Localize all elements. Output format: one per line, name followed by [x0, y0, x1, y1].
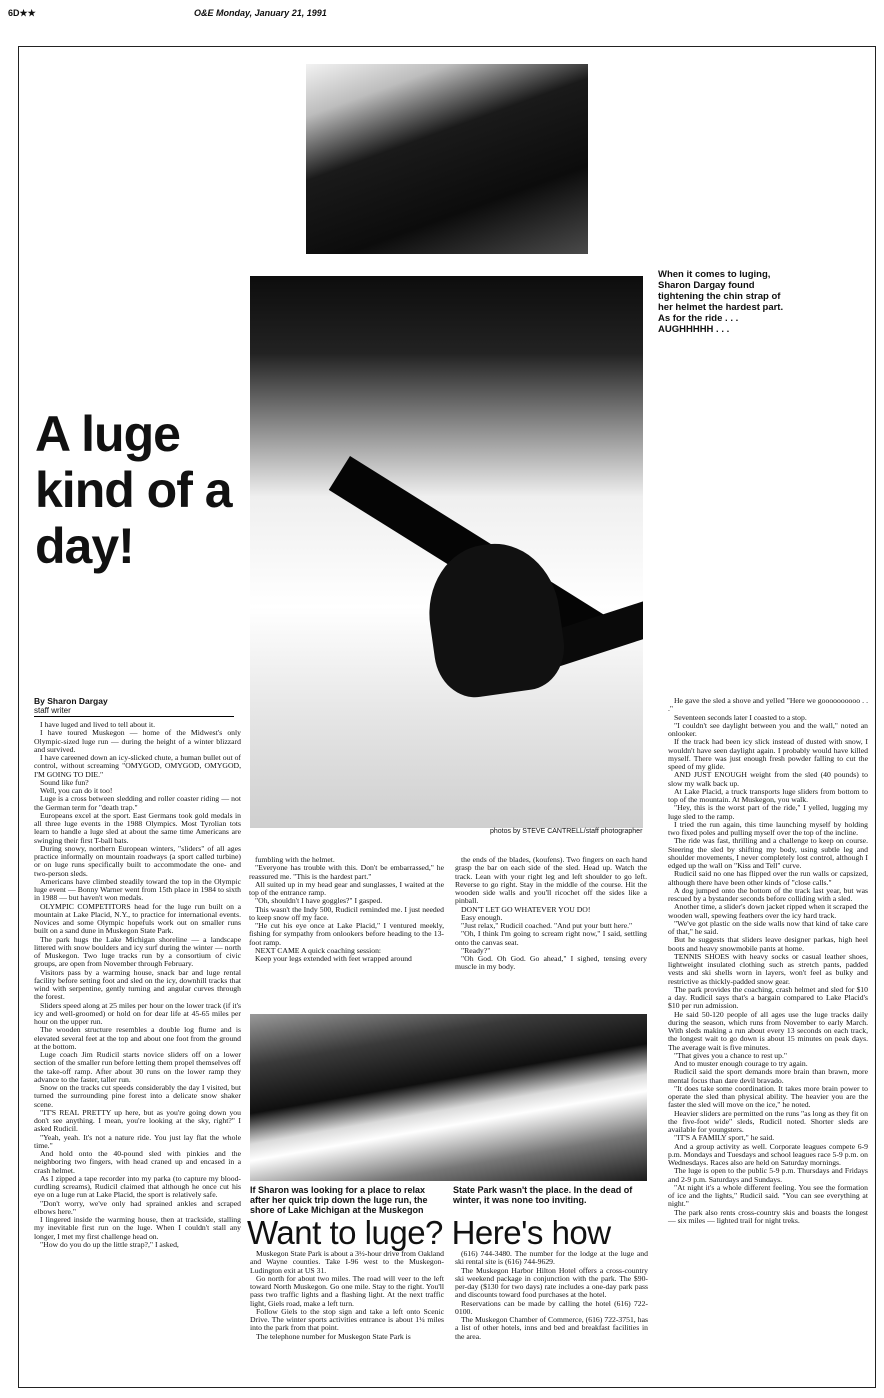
paragraph: All suited up in my head gear and sunglasses, I waited at the top of the entrance ramp.: [249, 879, 444, 897]
paragraph: Snow on the tracks cut speeds considerably the day I visited, but turned the surrounding pine forest into a delicate snow shaker scene.: [34, 1083, 241, 1109]
paragraph: Sound like fun?: [40, 777, 89, 787]
paragraph: The park hugs the Lake Michigan shoreline — a landscape littered with snow boulders and icy surf during the winter — north of Muskegon. Two luge tracks run by a consortium of civic groups, are open from November through February.: [34, 934, 241, 969]
article-column-1: [34, 721, 241, 1249]
paragraph: "Everyone has trouble with this. Don't be embarrassed," he reassured me. "This is the hardest part.": [249, 863, 444, 881]
paragraph: "Yeah, yeah. It's not a nature ride. You just lay flat the whole time.": [34, 1132, 241, 1150]
paragraph: The luge is open to the public 5-9 p.m. Thursdays and Fridays and 2-9 p.m. Saturdays and Sundays.: [668, 1166, 868, 1184]
paragraph: "Hey, this is the worst part of the ride," I yelled, lugging my luge sled to the ramp.: [668, 803, 868, 821]
paragraph: "It does take some coordination. It takes more brain power to operate the sled than physical ability. The heavier you are the faster the sled will move on the ice," he noted.: [668, 1083, 868, 1110]
paragraph: "Just relax," Rudicil coached. "And put your butt here.": [461, 921, 633, 930]
byline: [34, 697, 108, 715]
paragraph: fumbling with the helmet.: [255, 855, 335, 864]
paragraph: If the track had been icy slick instead of dusted with snow, I wouldn't have seen daylight again. I probably would have killed myself. There was just enough fresh powder falling to cut the speed of my glide.: [668, 737, 868, 771]
paragraph: "He cut his eye once at Lake Placid," I ventured meekly, fishing for sympathy from onlookers before heading to the 13-foot ramp.: [249, 921, 444, 947]
lake-caption-right: State Park wasn't the place. In the dead of winter, it was none too inviting.: [453, 1185, 633, 1205]
paragraph: I have careened down an icy-slicked chute, a human bullet out of control, without screaming "OMYGOD, OMYGOD, OMYGOD, I'M GOING TO DIE.": [34, 753, 241, 779]
paragraph: Easy enough.: [461, 912, 503, 922]
paragraph: Go north for about two miles. The road will veer to the left toward North Muskegon. Go one mile. Stay to the right. You'll pass two traffic lights and a flashing light. At the next traffic light, Giels road, make a left turn.: [250, 1273, 444, 1308]
paragraph: "At night it's a whole different feeling. You see the formation of ice and the lights," Rudicil said. "You can see everything at night.": [668, 1182, 868, 1209]
paragraph: Americans have climbed steadily toward the top in the Olympic luge event — Bonny Warner went from 15th place in 1984 to sixth in 1988 — but haven't won medals.: [34, 876, 241, 903]
paragraph: The wooden structure resembles a double log flume and is elevated several feet at the top and about one foot from the ground at the bottom.: [34, 1025, 241, 1051]
paragraph: This wasn't the Indy 500, Rudicil reminded me. I just needed to keep snow off my face.: [249, 904, 444, 922]
paragraph: He gave the sled a shove and yelled "Here we goooooooooo . . .": [668, 696, 868, 714]
paragraph: Rudicil said no one has flipped over the run walls or capsized, although there have been other kinds of "close calls.": [668, 869, 868, 887]
paragraph: "That gives you a chance to rest up.": [674, 1050, 788, 1060]
paragraph: NEXT CAME A quick coaching session:: [255, 945, 382, 955]
paragraph: "Oh, shouldn't I have goggles?" I gasped.: [255, 896, 383, 906]
paragraph: Muskegon State Park is about a 3½-hour drive from Oakland and Wayne counties. Take I-96 west to the Muskegon-Ludington exit at US 31.: [250, 1249, 444, 1275]
paragraph: The telephone number for Muskegon State Park is: [256, 1331, 411, 1341]
paragraph: DON'T LET GO WHATEVER YOU DO!: [461, 904, 591, 914]
paragraph: "Don't worry, we've only had sprained ankles and scraped elbows here.": [34, 1198, 241, 1216]
helmet-photo: [306, 64, 588, 254]
paragraph: And to muster enough courage to try again.: [674, 1059, 808, 1068]
page-header: [8, 4, 878, 20]
photo-credit: photos by STEVE CANTRELL/staff photographer: [490, 828, 643, 835]
paragraph: "We've got plastic on the side walls now that kind of take care of that," he said.: [668, 918, 868, 936]
headline: A luge kind of a day!: [35, 406, 232, 574]
sidebar-headline: Want to luge? Here's how: [247, 1214, 611, 1251]
paragraph: the ends of the blades, (koufens). Two fingers on each hand grasp the bar on each side of the sled. Head up. Watch the track. Lean with your right leg and left shoulder to go left. Reverse to go right. Stay in the middle of the course. Hit the wooden side walls and you'll ricochet off the sides like a pinball.: [455, 855, 647, 906]
paragraph: And a group activity as well. Corporate leagues compete 6-9 p.m. Mondays and Tuesdays and school leagues race 5-9 p.m. on Wednesdays. Races also are held on Saturday mornings.: [668, 1141, 868, 1167]
paragraph: Rudicil said the sport demands more brain than brawn, more mental focus than dare devil bravado.: [668, 1067, 868, 1085]
paragraph: But he suggests that sliders leave designer parkas, high heel boots and heavy snowmobile pants at home.: [668, 935, 868, 953]
lake-michigan-photo: [250, 1014, 647, 1181]
luge-run-photo: [250, 276, 643, 828]
dateline: O&E Monday, January 21, 1991: [194, 8, 327, 18]
article-column-3: [455, 856, 647, 972]
paragraph: I have luged and lived to tell about it.: [40, 720, 156, 729]
lake-caption-left: If Sharon was looking for a place to relax after her quick trip down the luge run, the shore of Lake Michigan at the Muskegon: [250, 1185, 428, 1215]
page-number: 6D★★: [8, 8, 36, 18]
paragraph: Heavier sliders are permitted on the runs "as long as they fit on the five-foot wide" sleds, Rudicil noted. Shorter sleds are available for youngsters.: [668, 1108, 868, 1134]
paragraph: Reservations can be made by calling the hotel (616) 722-0100.: [455, 1298, 648, 1316]
paragraph: Luge is a cross between sledding and roller coaster riding — not the German term for "death trap.": [34, 794, 241, 812]
paragraph: Follow Giels to the stop sign and take a left onto Scenic Drive. The winter sports activities entrance is about 1¼ miles into the park from that point.: [250, 1306, 444, 1333]
paragraph: The ride was fast, thrilling and a challenge to keep on course. Steering the sled by shifting my body, using subtle leg and shoulder movements, I never completely lost control, although I edged up the wall on "Kiss and Tell" curve.: [668, 836, 868, 870]
paragraph: I have toured Muskegon — home of the Midwest's only Olympic-sized luge run — during the height of a winter blizzard and survived.: [34, 728, 241, 754]
byline-rule: [34, 716, 234, 717]
paragraph: The park provides the coaching, crash helmet and sled for $10 a day. Rudicil says that's a bargain compared to Lake Placid's $10 per run admission.: [668, 984, 868, 1011]
paragraph: Well, you can do it too!: [40, 786, 113, 795]
paragraph: I lingered inside the warming house, then at trackside, stalling my inevitable first run on the luge. When I couldn't stall any longer, I met my first challenge head on.: [34, 1215, 241, 1241]
byline-name: By Sharon Dargay: [34, 696, 108, 706]
paragraph: Keep your legs extended with feet wrapped around: [255, 954, 412, 963]
paragraph: "Oh God. Oh God. Go ahead," I sighed, tensing every muscle in my body.: [455, 954, 647, 972]
paragraph: Seventeen seconds later I coasted to a stop.: [674, 712, 807, 722]
photo-caption: When it comes to luging, Sharon Dargay found tightening the chin strap of her helmet the hardest part. As for the ride . . . AUGHHHHH . . .: [658, 269, 784, 335]
paragraph: AND JUST ENOUGH weight from the sled (40 pounds) to slow my walk back up.: [668, 770, 868, 788]
paragraph: A dog jumped onto the bottom of the track last year, but was rescued by a bystander seconds before colliding with a sled.: [668, 885, 868, 903]
paragraph: OLYMPIC COMPETITORS head for the luge run built on a mountain at Lake Placid, N.Y., to practice for international events. Novices and some Olympic hopefuls work out on smaller runs built on a sand dune in Muskegon State Park.: [34, 901, 241, 936]
sidebar-column-1: [250, 1250, 444, 1341]
paragraph: "IT'S REAL PRETTY up here, but as you're going down you don't see anything. I mean, you're looking at the sky, right?" I asked Rudicil.: [34, 1107, 241, 1134]
paragraph: At Lake Placid, a truck transports luge sliders from bottom to top of the mountain. At Muskegon, you walk.: [668, 786, 868, 804]
paragraph: Luge coach Jim Rudicil starts novice sliders off on a lower section of the smaller run before letting them propel themselves off the take-off ramp. After about 30 runs on the lower ramp they advance to the faster, taller run.: [34, 1050, 241, 1084]
paragraph: As I zipped a tape recorder into my parka (to capture my blood-curdling screams), Rudicil claimed that although he once cut his eye on a luge run at Lake Placid, the sport is relatively safe.: [34, 1173, 241, 1200]
paragraph: (616) 744-3480. The number for the lodge at the luge and ski rental site is (616) 744-9629.: [455, 1249, 648, 1267]
paragraph: "How do you do up the little strap?," I asked,: [40, 1239, 179, 1249]
article-column-2: [249, 856, 444, 963]
paragraph: "Ready?": [461, 945, 491, 955]
paragraph: The park also rents cross-country skis and boasts the longest — six miles — lighted trail for night treks.: [668, 1207, 868, 1225]
paragraph: I tried the run again, this time launching myself by holding two fixed poles and pulling myself over the top of the incline.: [668, 819, 868, 837]
paragraph: He said 50-120 people of all ages use the luge tracks daily during the season, which runs from November to early March. With sleds making a run about every 13 seconds on each track, the longest wait to go down is about 15 minutes on peak days. The average wait is five minutes.: [668, 1009, 868, 1052]
paragraph: "IT'S A FAMILY sport," he said.: [674, 1133, 775, 1143]
paragraph: During snowy, northern European winters, "sliders" of all ages practice informally on mountain roadways (a sport called turbine) or on luge runs specifically built to accommodate the one- and two-person sleds.: [34, 843, 241, 878]
paragraph: The Muskegon Harbor Hilton Hotel offers a cross-country ski weekend package in conjunction with the park. The $90-per-day ($130 for two days) rate includes a one-day park pass and discounts toward food purchases at the hotel.: [455, 1265, 648, 1300]
paragraph: And hold onto the 40-pound sled with pinkies and the neighboring two fingers, with head craned up and encased in a crash helmet.: [34, 1149, 241, 1175]
paragraph: Visitors pass by a warming house, snack bar and luge rental facility before setting foot and sled on the icy, downhill tracks that wind with serpentine, gently turning and angular curves through the forest.: [34, 967, 241, 1002]
paragraph: "I couldn't see daylight between you and the wall," noted an onlooker.: [668, 720, 868, 738]
byline-title: staff writer: [34, 706, 71, 715]
paragraph: Sliders speed along at 25 miles per hour on the lower track (if it's icy and well-groomed) or hold on for dear life at 45-65 miles per hour on the upper run.: [34, 1000, 241, 1026]
sidebar-column-2: [455, 1250, 648, 1341]
paragraph: Another time, a slider's down jacket ripped when it scraped the wooden wall, spewing feathers over the icy hard track.: [668, 902, 868, 920]
paragraph: The Muskegon Chamber of Commerce, (616) 722-3751, has a list of other hotels, inns and bed and breakfast facilities in the area.: [455, 1315, 648, 1341]
paragraph: TENNIS SHOES with heavy socks or casual leather shoes, lightweight insulated clothing such as stretch pants, padded vests and ski shells worn in layers, won't feel as bulky and restrictive as thickly-padded snow gear.: [668, 951, 868, 986]
paragraph: "Oh, I think I'm going to scream right now," I said, settling onto the canvas seat.: [455, 929, 647, 947]
paragraph: Europeans excel at the sport. East Germans took gold medals in all three luge events in the 1988 Olympics. Most Tyrolian tots learn to handle a luge sled at about the same time Americans are swinging their first T-ball bats.: [34, 810, 241, 845]
article-column-4: [668, 697, 868, 1225]
